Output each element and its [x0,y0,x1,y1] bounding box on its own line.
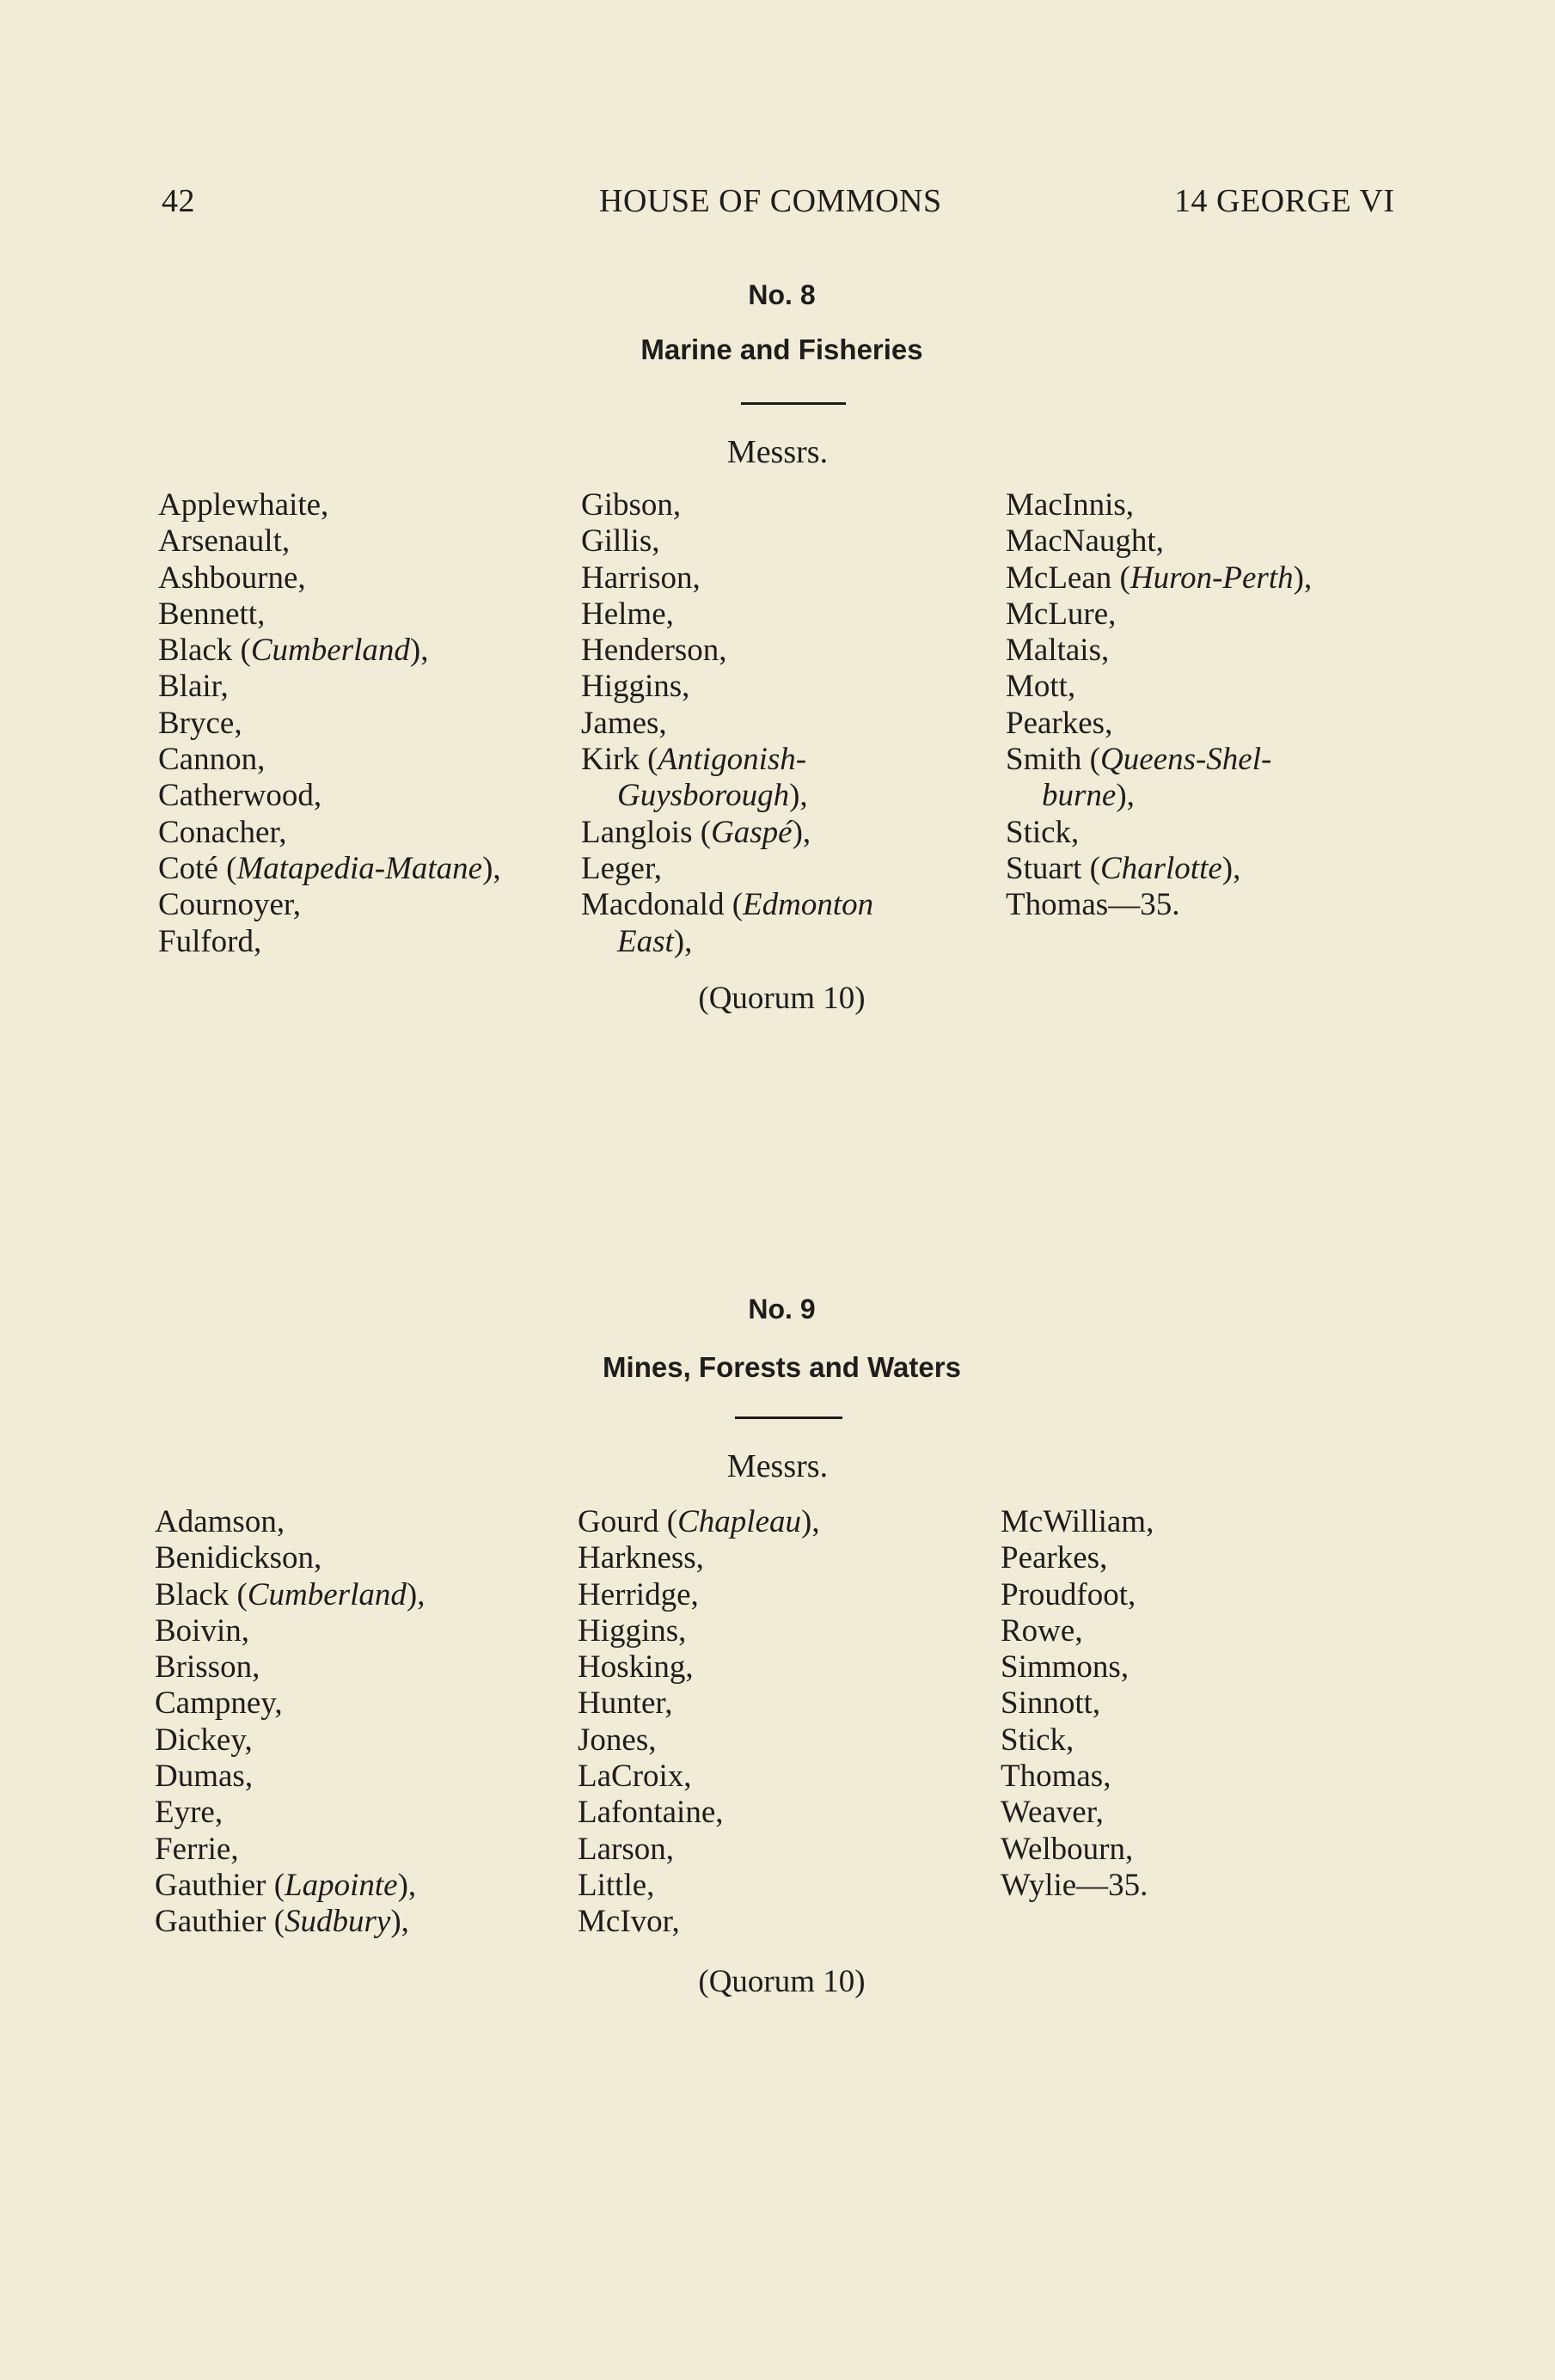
member-name: Ashbourne, [158,560,306,596]
member-column-3 [1006,487,1312,924]
member-name: Welbourn, [1001,1831,1134,1867]
committee-title: Mines, Forests and Waters [603,1351,961,1383]
member-name: Brisson, [155,1649,260,1686]
member-name: Proudfoot, [1001,1576,1136,1612]
member-name: Larson, [578,1831,674,1867]
member-name: McLean (Huron-Perth), [1006,560,1313,596]
member-name: Thomas—35. [1006,887,1180,923]
member-name: Black (Cumberland), [158,633,429,669]
member-name: Leger, [581,850,663,886]
member-name: Thomas, [1001,1759,1111,1795]
member-name: Blair, [158,669,229,705]
member-name: Bennett, [158,596,266,632]
member-name: Weaver, [1001,1795,1104,1831]
messrs-heading: Messrs. [726,434,829,470]
member-name-continuation: East), [617,923,693,959]
member-name: Ferrie, [155,1831,239,1867]
member-name: Black (Cumberland), [155,1576,425,1612]
member-column-2 [581,487,873,960]
member-name: McWilliam, [1001,1504,1154,1539]
member-name: Maltais, [1006,633,1110,669]
quorum-note: (Quorum 10) [698,1964,866,1999]
member-name: Higgins, [578,1612,687,1649]
title-rule [741,402,846,405]
member-name: Lafontaine, [578,1795,724,1831]
member-name: Helme, [581,596,674,632]
member-name: Gibson, [581,487,682,523]
member-name: Dickey, [155,1722,253,1758]
member-name: Sinnott, [1001,1686,1101,1722]
member-name: Stuart (Charlotte), [1006,850,1241,886]
member-name: Rowe, [1001,1612,1083,1649]
member-name: Gauthier (Sudbury), [155,1904,409,1940]
running-head [0,182,1555,225]
member-name: Stick, [1006,814,1080,850]
member-column-3 [1001,1504,1154,1904]
member-name: Langlois (Gaspé), [581,814,811,850]
member-name: Macdonald (Edmonton [581,887,874,923]
member-column-2 [578,1504,820,1941]
member-name: Little, [578,1867,655,1903]
member-name: Smith (Queens-Shel- [1006,742,1272,778]
member-name-continuation: Guysborough), [617,778,808,814]
running-head-regnal-year: 14 GEORGE VI [1174,183,1395,219]
member-column-1 [155,1504,425,1941]
committee-number: No. 8 [748,279,816,310]
member-name: Gourd (Chapleau), [578,1504,820,1539]
member-name: Dumas, [155,1759,254,1795]
member-name: Herridge, [578,1576,699,1612]
page-number: 42 [162,183,195,219]
member-name: Hosking, [578,1649,694,1686]
member-name: Cannon, [158,742,266,778]
member-name: Jones, [578,1722,657,1758]
member-name: LaCroix, [578,1759,692,1795]
member-name: Catherwood, [158,778,322,814]
title-rule [735,1416,842,1419]
member-column-1 [158,487,501,960]
messrs-heading: Messrs. [726,1448,829,1484]
member-name: Eyre, [155,1795,223,1831]
member-name: Simmons, [1001,1649,1130,1686]
member-name: Gillis, [581,523,660,560]
member-name: Coté (Matapedia-Matane), [158,850,501,886]
member-name: Pearkes, [1006,705,1113,741]
member-name: Bryce, [158,705,242,741]
committee-title: Marine and Fisheries [640,333,923,365]
member-name: McIvor, [578,1904,680,1940]
member-name: Pearkes, [1001,1540,1108,1576]
member-name: Applewhaite, [158,487,329,523]
member-name: Campney, [155,1686,283,1722]
member-name: MacInnis, [1006,487,1134,523]
member-name: Adamson, [155,1504,285,1539]
quorum-note: (Quorum 10) [698,981,866,1016]
member-name: Hunter, [578,1686,673,1722]
member-name: Harkness, [578,1540,704,1576]
member-name: MacNaught, [1006,523,1164,560]
member-name: Stick, [1001,1722,1074,1758]
member-name-continuation: burne), [1042,778,1135,814]
member-name: Boivin, [155,1612,249,1649]
member-name: Mott, [1006,669,1076,705]
member-name: Fulford, [158,923,262,959]
member-name: Benidickson, [155,1540,322,1576]
committee-number: No. 9 [748,1294,816,1325]
member-name: Cournoyer, [158,887,302,923]
member-name: Henderson, [581,633,727,669]
member-name: Gauthier (Lapointe), [155,1867,417,1903]
member-name: Conacher, [158,814,287,850]
member-name: James, [581,705,667,741]
member-name: Arsenault, [158,523,291,560]
member-name: McLure, [1006,596,1117,632]
member-name: Kirk (Antigonish- [581,742,807,778]
member-name: Harrison, [581,560,701,596]
member-name: Higgins, [581,669,690,705]
running-head-title: HOUSE OF COMMONS [599,183,942,219]
member-name: Wylie—35. [1001,1867,1148,1903]
